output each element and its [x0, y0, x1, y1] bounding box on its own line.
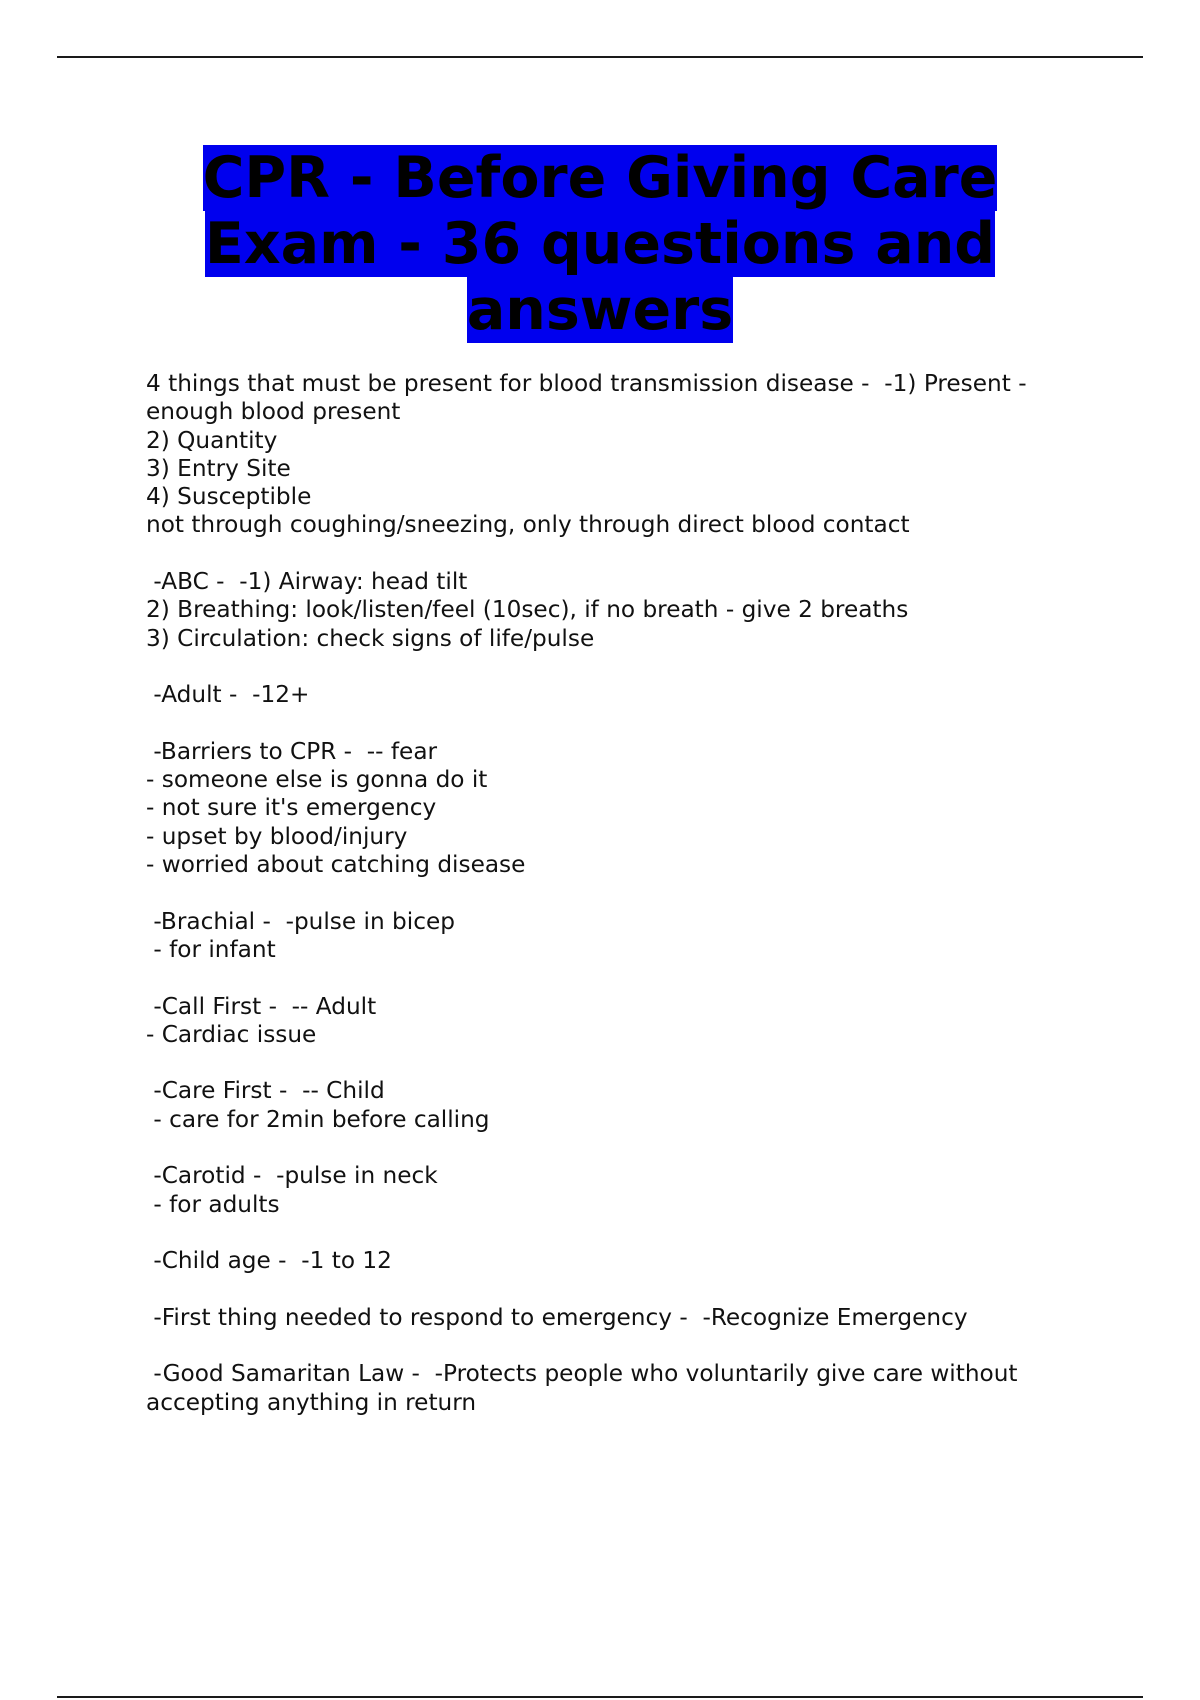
qa-line: - upset by blood/injury	[146, 822, 408, 850]
qa-line: 3) Entry Site	[146, 454, 291, 482]
qa-line: -Barriers to CPR - -- fear	[146, 737, 438, 765]
qa-line: -Child age - -1 to 12	[146, 1247, 392, 1275]
qa-line: 2) Breathing: look/listen/feel (10sec), if no breath - give 2 breaths	[146, 596, 909, 624]
qa-line: - Cardiac issue	[146, 1020, 317, 1048]
qa-line: - for infant	[146, 935, 276, 963]
qa-entry	[146, 1360, 1076, 1417]
qa-line: -Call First - -- Adult	[146, 992, 377, 1020]
qa-entry	[146, 1304, 1076, 1332]
qa-line: -Carotid - -pulse in neck	[146, 1162, 438, 1190]
qa-entry	[146, 681, 1076, 709]
qa-entry	[146, 738, 1076, 879]
bottom-rule	[57, 1696, 1143, 1698]
qa-line: -Brachial - -pulse in bicep	[146, 907, 455, 935]
qa-line: 4 things that must be present for blood transmission disease - -1) Present - enough blood present	[146, 370, 1034, 426]
qa-content	[146, 370, 1076, 1445]
qa-entry	[146, 1247, 1076, 1275]
qa-line: -First thing needed to respond to emergency - -Recognize Emergency	[146, 1303, 968, 1331]
qa-entry	[146, 993, 1076, 1050]
qa-line: -Adult - -12+	[146, 681, 310, 709]
qa-line: 4) Susceptible	[146, 483, 312, 511]
qa-line: - not sure it's emergency	[146, 794, 437, 822]
qa-entry	[146, 1162, 1076, 1219]
qa-line: - worried about catching disease	[146, 851, 526, 879]
qa-line: -Care First - -- Child	[146, 1077, 385, 1105]
document-title: CPR - Before Giving Care Exam - 36 questions and answers	[202, 145, 998, 343]
qa-line: 3) Circulation: check signs of life/pulse	[146, 624, 595, 652]
qa-line: -ABC - -1) Airway: head tilt	[146, 568, 468, 596]
title-block	[120, 145, 1080, 343]
qa-line: - care for 2min before calling	[146, 1105, 490, 1133]
qa-entry	[146, 1077, 1076, 1134]
top-rule	[57, 56, 1143, 58]
qa-line: not through coughing/sneezing, only through direct blood contact	[146, 511, 910, 539]
qa-line: 2) Quantity	[146, 426, 278, 454]
qa-line: -Good Samaritan Law - -Protects people who voluntarily give care without accepting anything in return	[146, 1360, 1025, 1416]
qa-line: - for adults	[146, 1190, 280, 1218]
qa-entry	[146, 568, 1076, 653]
qa-entry	[146, 908, 1076, 965]
qa-line: - someone else is gonna do it	[146, 766, 488, 794]
qa-entry	[146, 370, 1076, 540]
